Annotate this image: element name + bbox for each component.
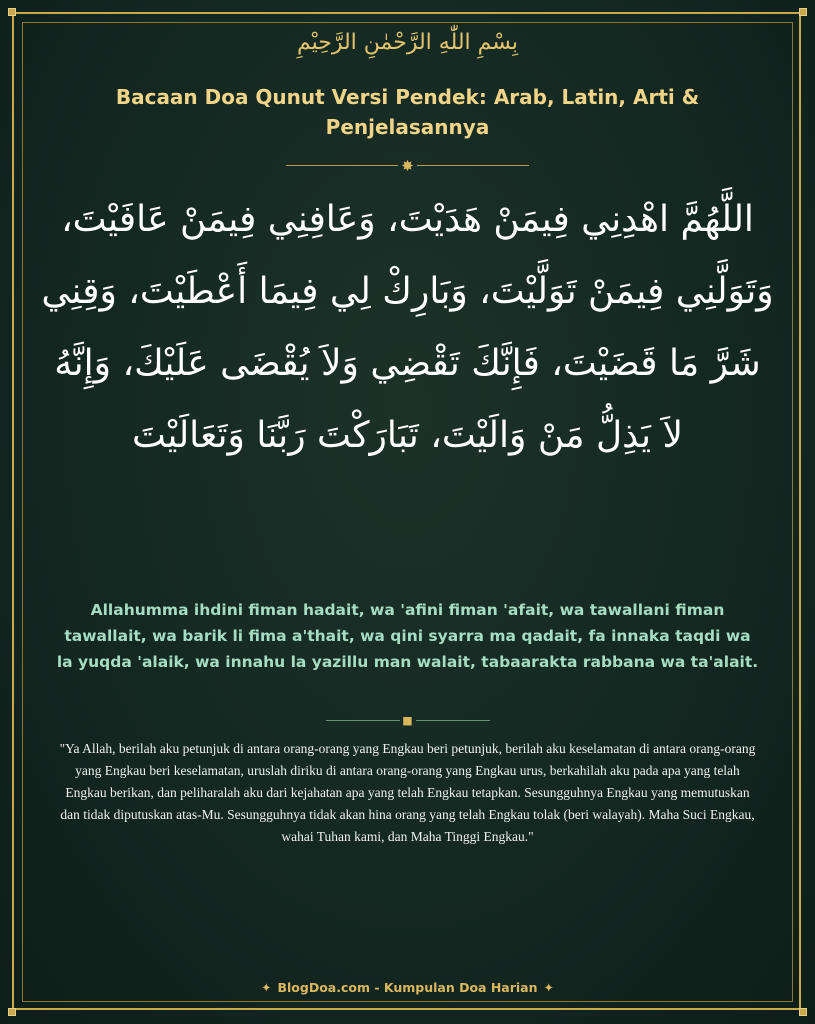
small-divider (0, 711, 815, 731)
divider-line (286, 165, 398, 166)
page-title: Bacaan Doa Qunut Versi Pendek: Arab, Latin, Arti & Penjelasannya (115, 85, 700, 139)
square-ornament-icon: ■ (402, 714, 413, 727)
ornamental-divider (0, 156, 815, 176)
basmala-heading: بِسْمِ اللّٰهِ الرَّحْمٰنِ الرَّحِيْمِ (296, 30, 519, 55)
star-ornament-icon: ✸ (401, 157, 414, 175)
footer-text: BlogDoa.com - Kumpulan Doa Harian (277, 980, 538, 995)
divider-line (417, 165, 529, 166)
divider-line (416, 720, 490, 721)
divider-line (326, 720, 400, 721)
corner-ornament-icon (799, 8, 807, 16)
corner-ornament-icon (8, 1008, 16, 1016)
arabic-prayer-text: اللَّهُمَّ اهْدِنِي فِيمَنْ هَدَيْتَ، وَعَافِنِي فِيمَنْ عَافَيْتَ، وَتَوَلَّنِي فِيمَنْ تَوَلَّيْتَ، وَبَارِكْ لِي فِيمَا أَعْطَيْتَ، وَقِنِي شَرَّ مَا قَضَيْتَ، فَإِنَّكَ تَقْضِي وَلاَ يُقْضَى عَلَيْكَ، وَإِنَّهُ لاَ يَذِلُّ مَنْ وَالَيْتَ، تَبَارَكْتَ رَبَّنَا وَتَعَالَيْتَ (41, 199, 774, 456)
indonesian-translation: "Ya Allah, berilah aku petunjuk di antara orang-orang yang Engkau beri petunjuk, berilah aku keselamatan di antara orang-orang yang Engkau beri keselamatan, uruslah diriku di antara orang-orang yang Engkau urus, berkahilah aku pada apa yang telah Engkau berikan, dan peliharalah aku dari kejahatan apa yang telah Engkau tetapkan. Sesungguhnya Engkau yang memutuskan dan tidak diputuskan atas-Mu. Sesungguhnya tidak akan hina orang yang telah Engkau tolak (beri walayah). Maha Suci Engkau, wahai Tuhan kami, dan Maha Tinggi Engkau." (59, 741, 756, 844)
sparkle-icon: ✦ (543, 980, 554, 995)
sparkle-icon: ✦ (260, 980, 272, 995)
latin-transliteration: Allahumma ihdini fiman hadait, wa 'afini fiman 'afait, wa tawallani fiman tawallait, wa barik li fima a'thait, wa qini syarra ma qadait, fa innaka taqdi wa la yuqda 'alaik, wa innahu la yazillu man walait, tabaarakta rabbana wa ta'alait. (56, 601, 759, 671)
corner-ornament-icon (8, 8, 16, 16)
corner-ornament-icon (799, 1008, 807, 1016)
footer-credit (0, 980, 815, 995)
